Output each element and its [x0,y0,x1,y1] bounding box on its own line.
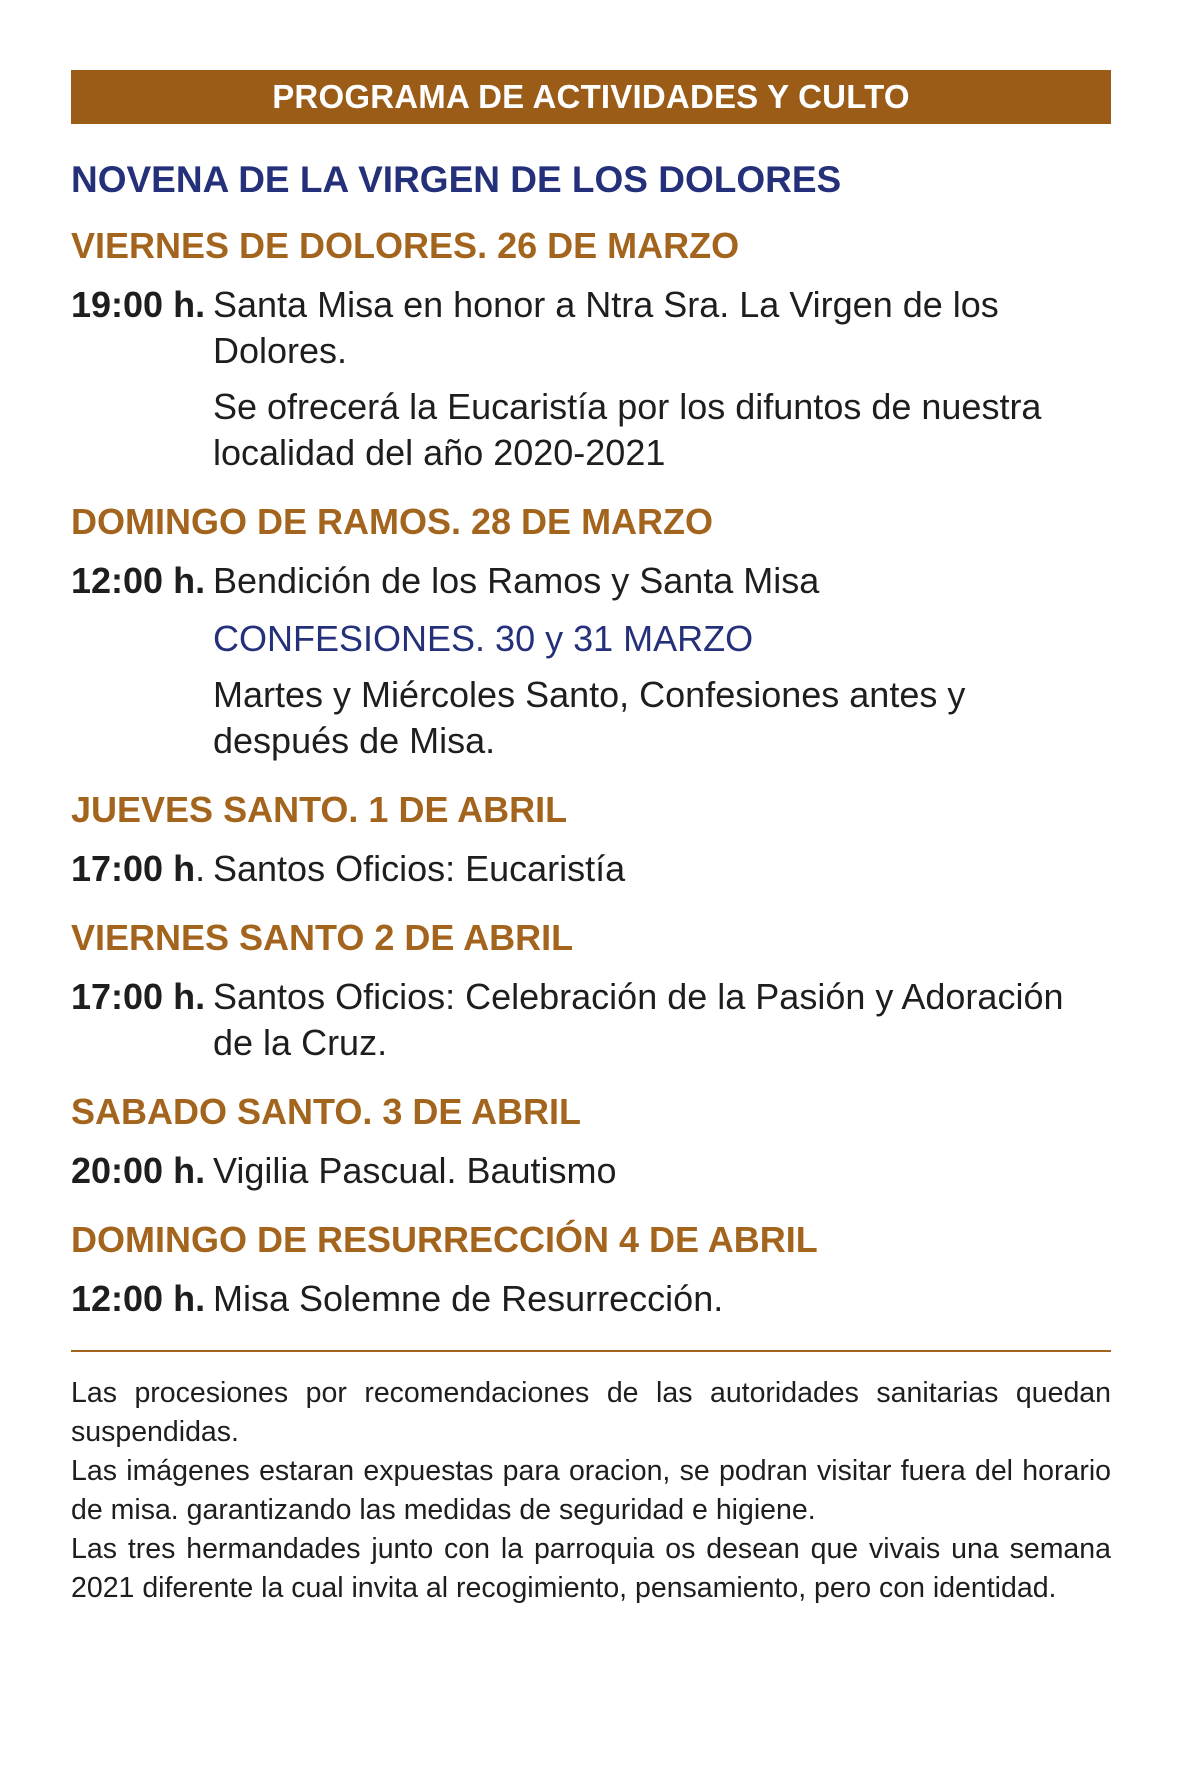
confesiones-title: CONFESIONES. 30 y 31 MARZO [213,618,754,659]
event-row [71,974,1111,1066]
day-title-jueves-santo: JUEVES SANTO. 1 DE ABRIL [71,789,568,830]
footer-notes [71,1374,1111,1608]
program-banner: PROGRAMA DE ACTIVIDADES Y CULTO [71,70,1111,124]
confesiones-description: Martes y Miércoles Santo, Confesiones antes y después de Misa. [213,674,966,761]
day-title-domingo-ramos: DOMINGO DE RAMOS. 28 DE MARZO [71,501,714,542]
footer-note-procesiones: Las procesiones por recomendaciones de las autoridades sanitarias quedan suspendidas. [71,1377,1111,1448]
event-description: Santos Oficios: Eucaristía [213,848,626,889]
event-description: Bendición de los Ramos y Santa Misa [213,560,820,601]
event-time: 12:00 h. [71,1278,206,1319]
footer-note-imagenes: Las imágenes estaran expuestas para oracion, se podran visitar fuera del horario de misa. garantizando las medidas de seguridad e higiene. [71,1455,1111,1526]
event-time: 20:00 h. [71,1150,206,1191]
event-row [71,282,1111,374]
day-title-domingo-resurreccion: DOMINGO DE RESURRECCIÓN 4 DE ABRIL [71,1219,818,1260]
day-title-viernes-santo: VIERNES SANTO 2 DE ABRIL [71,917,574,958]
program-page [71,70,1111,1608]
event-description: Santos Oficios: Celebración de la Pasión y Adoración de la Cruz. [213,976,1064,1063]
event-time-value: 17:00 h [71,848,196,889]
event-row [71,1148,1111,1194]
day-title-sabado-santo: SABADO SANTO. 3 DE ABRIL [71,1091,582,1132]
event-description: Vigilia Pascual. Bautismo [213,1150,617,1191]
day-title-viernes-dolores: VIERNES DE DOLORES. 26 DE MARZO [71,225,740,266]
event-time: 12:00 h. [71,560,206,601]
event-description: Santa Misa en honor a Ntra Sra. La Virgen de los Dolores. [213,284,999,371]
section-divider [71,1350,1111,1352]
event-description: Misa Solemne de Resurrección. [213,1278,724,1319]
event-time-suffix: . [195,848,206,889]
event-time: 17:00 h. [71,976,206,1017]
event-row [71,558,1111,604]
event-time [71,846,213,892]
novena-title: NOVENA DE LA VIRGEN DE LOS DOLORES [71,159,842,200]
footer-note-hermandades: Las tres hermandades junto con la parroquia os desean que vivais una semana 2021 diferente la cual invita al recogimiento, pensamiento, pero con identidad. [71,1533,1111,1604]
event-time: 19:00 h. [71,284,206,325]
event-row [71,1276,1111,1322]
event-note: Se ofrecerá la Eucaristía por los difuntos de nuestra localidad del año 2020-2021 [213,386,1042,473]
event-row [71,846,1111,892]
